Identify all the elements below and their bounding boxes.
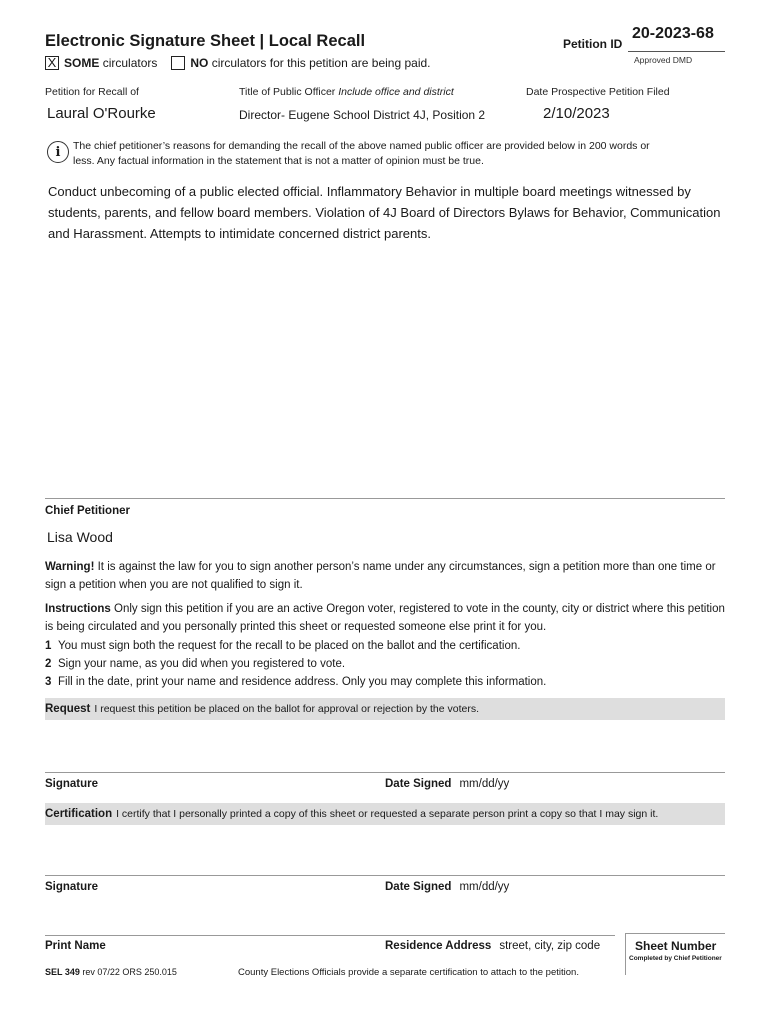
info-icon: i	[47, 141, 69, 163]
date-filed-label: Date Prospective Petition Filed	[526, 86, 670, 98]
chief-petitioner-label: Chief Petitioner	[45, 505, 130, 517]
list-item: 3 Fill in the date, print your name and residence address. Only you may complete this information.	[45, 676, 547, 688]
officer-title-hint: Include office and district	[338, 86, 454, 98]
recall-reasons: Conduct unbecoming of a public elected official. Inflammatory Behavior in multiple board meetings witnessed by students, parents, and fellow board members. Violation of 4J Board of Directors Bylaws for Behavior, Communication and Harassment. Attempts to intimidate concerned district parents.	[48, 184, 721, 241]
some-label-bold: SOME	[64, 56, 100, 70]
circulators-row	[45, 56, 431, 70]
divider	[45, 498, 725, 499]
officer-title-label: Title of Public Officer Include office and district	[239, 86, 454, 98]
chief-petitioner-name: Lisa Wood	[47, 529, 113, 545]
petition-id-underline	[628, 51, 725, 52]
officer-title-value: Director- Eugene School District 4J, Position 2	[239, 108, 486, 122]
instruction-steps	[45, 637, 735, 691]
request-band: Request I request this petition be placed on the ballot for approval or rejection by the voters.	[45, 698, 725, 720]
info-text: The chief petitioner’s reasons for demanding the recall of the above named public officer are provided below in 200 words or less. Any factual information in the statement that is not a matter of opinion must be true.	[73, 140, 650, 167]
list-item: 1 You must sign both the request for the recall to be placed on the ballot and the certification.	[45, 640, 521, 652]
instructions-text: Instructions Only sign this petition if you are an active Oregon voter, registered to vote in the county, city or district where this petition is being circulated and you personally printed this sheet or requested someone else print it for you.	[45, 603, 725, 633]
no-label-bold: NO	[190, 56, 209, 70]
footer-note: County Elections Officials provide a separate certification to attach to the petition.	[238, 967, 579, 978]
warning-text: Warning! It is against the law for you to sign another person’s name under any circumstances, sign a petition more than one time or sign a petition when you are not qualified to sign it.	[45, 561, 716, 591]
approved-note: Approved DMD	[634, 55, 693, 65]
print-name-label: Print Name	[45, 940, 106, 952]
request-date-label: Date Signed mm/dd/yy	[385, 778, 510, 790]
signature-line[interactable]	[45, 772, 725, 773]
signature-line[interactable]	[45, 875, 725, 876]
some-circulators-checkbox[interactable]: X	[45, 56, 59, 70]
sheet-number-note: Completed by Chief Petitioner	[629, 955, 722, 962]
no-circulators-checkbox[interactable]	[171, 56, 185, 70]
recall-of-label: Petition for Recall of	[45, 86, 139, 98]
recall-officer-name: Laural O'Rourke	[47, 105, 156, 122]
certification-band: Certification I certify that I personally printed a copy of this sheet or requested a separate person print a copy so that I may sign it.	[45, 803, 725, 825]
list-item: 2 Sign your name, as you did when you registered to vote.	[45, 658, 346, 670]
print-name-line[interactable]	[45, 935, 615, 936]
page-title: Electronic Signature Sheet | Local Recall	[45, 32, 366, 50]
petition-id-value: 20-2023-68	[632, 25, 714, 42]
no-label-text: circulators for this petition are being paid.	[211, 56, 431, 70]
sheet-number-label: Sheet Number	[635, 939, 717, 953]
residence-address-label: Residence Address street, city, zip code	[385, 940, 601, 952]
form-number: SEL 349 rev 07/22 ORS 250.015	[45, 967, 177, 977]
certification-signature-label: Signature	[45, 881, 99, 893]
date-filed-value: 2/10/2023	[543, 105, 610, 122]
request-signature-label: Signature	[45, 778, 99, 790]
petition-id-label: Petition ID	[563, 37, 623, 51]
certification-date-label: Date Signed mm/dd/yy	[385, 881, 510, 893]
some-label-text: circulators	[102, 56, 158, 70]
